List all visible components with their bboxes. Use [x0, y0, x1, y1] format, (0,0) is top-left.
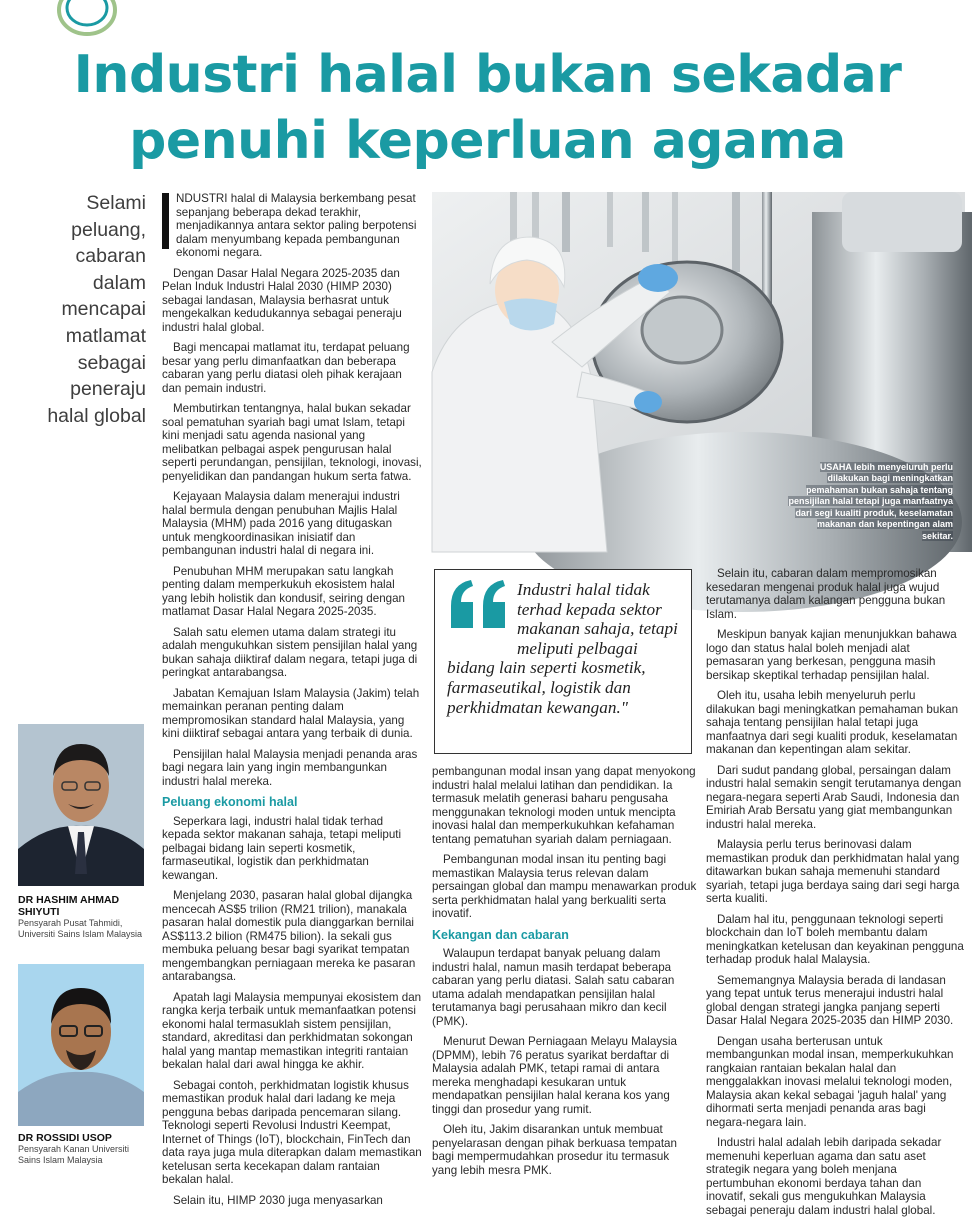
- standfirst-line: sebagai: [77, 351, 146, 374]
- paragraph: Jabatan Kemajuan Islam Malaysia (Jakim) telah memainkan peranan penting dalam mempromosikan standard halal Malaysia, yang kini diiktiraf sebagai antara yang terbaik di dunia.: [162, 686, 420, 740]
- pull-quote-text: [447, 580, 685, 717]
- paragraph: Bagi mencapai matlamat itu, terdapat peluang besar yang perlu dimanfaatkan dan beberapa cabaran yang perlu diatasi oleh pihak kerajaan dan pemain industri.: [162, 341, 410, 395]
- standfirst-line: cabaran: [75, 245, 146, 268]
- author-photo-hashim: [18, 724, 144, 886]
- subheading-kekangan: Kekangan dan cabaran: [432, 927, 569, 942]
- paragraph: Kejayaan Malaysia dalam menerajui industri halal bermula dengan penubuhan Majlis Halal Malaysia (MHM) pada 2016 yang ditugaskan untuk mengkoordinasikan inisiatif dan pembangunan industri halal di negara ini.: [162, 490, 400, 557]
- standfirst-line: mencapai: [61, 298, 146, 321]
- paragraph: Seperkara lagi, industri halal tidak terhad kepada sektor makanan sahaja, tetapi meliputi pelbagai bidang lain seperti kosmetik, farmaseutikal, logistik dan perkhidmatan kewangan.: [162, 814, 402, 882]
- paragraph: Industri halal adalah lebih daripada sekadar memenuhi keperluan agama dan satu aset strategik negara yang boleh menjana pertumbuhan ekonomi berdaya tahan dan inovatif, sekali gus mengukuhkan Malaysia sebagai peneraju dalam industri halal global.: [706, 1136, 942, 1217]
- author-name: DR HASHIM AHMAD SHIYUTI: [18, 894, 120, 918]
- lead-paragraph: [162, 192, 422, 260]
- article-column-2: [432, 765, 697, 1184]
- standfirst-line: peluang,: [71, 218, 146, 241]
- author-name: DR ROSSIDI USOP: [18, 1132, 112, 1144]
- standfirst-line: dalam: [92, 271, 146, 294]
- lab-photo: [432, 192, 965, 552]
- subheading-peluang: Peluang ekonomi halal: [162, 795, 298, 809]
- author-photo-rossidi: [18, 964, 144, 1126]
- paragraph: Dengan Dasar Halal Negara 2025-2035 dan Pelan Induk Industri Halal 2030 (HIMP 2030) sebagai landasan, Malaysia berhasrat untuk mengekalkan kedudukannya sebagai peneraju industri halal global.: [162, 266, 402, 334]
- photo-caption-text: USAHA lebih menyeluruh perlu dilakukan bagi meningkatkan pemahaman bukan sahaja tentang pensijilan halal tetapi juga manfaatnya dari segi kualiti produk, keselamatan makanan dan kepentingan alam sekitar.: [788, 461, 953, 541]
- paragraph: Dengan usaha berterusan untuk membangunkan modal insan, memperkukuhkan rangkaian rantaian bekalan halal dan menggalakkan inovasi melalui teknologi moden, Malaysia akan kekal sebagai 'jaguh halal' yang dihormati serta menjadi penanda aras bagi negara-negara lain.: [706, 1034, 954, 1129]
- paragraph: Meskipun banyak kajian menunjukkan bahawa logo dan status halal boleh menjadi alat pemasaran yang berkesan, pengguna masih bersikap skeptikal terhadap pensijilan halal.: [706, 628, 957, 682]
- paragraph: Oleh itu, usaha lebih menyeluruh perlu dilakukan bagi meningkatkan pemahaman bukan sahaja tentang pensijilan halal tetapi juga manfaatnya dari segi kualiti produk, keselamatan makanan dan kepentingan alam sekitar.: [706, 689, 959, 756]
- photo-caption: [788, 462, 953, 543]
- paragraph: Salah satu elemen utama dalam strategi itu adalah mengukuhkan sistem pensijilan halal yang bukan sahaja diiktiraf dalam negara, tetapi juga di peringkat antarabangsa.: [162, 625, 418, 679]
- author-role: Pensyarah Kanan Universiti Sains Islam Malaysia: [18, 1144, 130, 1165]
- standfirst-line: halal global: [47, 404, 146, 427]
- standfirst-line: Selami: [86, 192, 146, 214]
- paragraph: Oleh itu, Jakim disarankan untuk membuat penyelarasan dengan pihak berkuasa tempatan bagi mempermudahkan prosedur itu termasuk yang lebih mesra PMK.: [432, 1123, 677, 1177]
- paragraph: Malaysia perlu terus berinovasi dalam memastikan produk dan perkhidmatan halal yang ditawarkan bukan sahaja memenuhi standard syariah, tetapi juga berdaya saing dari segi harga serta kualiti.: [706, 838, 960, 905]
- masthead-ornament: [58, 0, 116, 40]
- author-role: Pensyarah Pusat Tahmidi, Universiti Sains Islam Malaysia: [18, 918, 143, 939]
- paragraph: Sememangnya Malaysia berada di landasan yang tepat untuk terus menerajui industri halal global dengan strategi jangka panjang seperti Dasar Halal Negara 2025-2035 dan HIMP 2030.: [706, 973, 954, 1027]
- paragraph: Dari sudut pandang global, persaingan dalam industri halal semakin sengit terutamanya dengan negara-negara seperti Arab Saudi, Indonesia dan Emiriah Arab Bersatu yang giat membangunkan industri halal mereka.: [706, 763, 962, 831]
- standfirst-line: matlamat: [65, 324, 146, 347]
- standfirst-line: peneraju: [70, 378, 146, 401]
- paragraph: Menjelang 2030, pasaran halal global dijangka mencecah AS$5 trilion (RM21 trilion), manakala pasaran halal domestik pula dianggarkan bernilai AS$113.2 bilion (RM475 bilion). Ia sekali gus membuka peluang besar bagi syarikat tempatan mengembangkan perniagaan mereka ke pasaran antarabangsa.: [162, 889, 416, 983]
- paragraph: Pensijilan halal Malaysia menjadi penanda aras bagi negara lain yang ingin membangunkan industri halal mereka.: [162, 747, 418, 788]
- standfirst: [14, 190, 146, 429]
- paragraph: Selain itu, cabaran dalam mempromosikan kesedaran mengenai produk halal juga wujud terutamanya dalam kalangan pengguna bukan Islam.: [706, 567, 946, 621]
- author-bio-rossidi: [18, 1132, 148, 1165]
- paragraph: Dalam hal itu, penggunaan teknologi seperti blockchain dan IoT boleh membantu dalam meningkatkan ketelusan dan keyakinan pengguna terhadap produk halal Malaysia.: [706, 912, 964, 966]
- headline-line-2: penuhi keperluan agama: [129, 111, 846, 171]
- drop-cap-i: [162, 193, 169, 249]
- author-bio-hashim: [18, 894, 148, 939]
- paragraph: Selain itu, HIMP 2030 juga menyasarkan: [173, 1193, 383, 1207]
- pull-quote-body: Industri halal tidak terhad kepada sektor makanan sahaja, tetapi meliputi pelbagai bidang lain seperti kosmetik, farmaseutikal, logistik dan perkhidmatan kewangan.": [447, 580, 678, 717]
- article-column-3: [706, 567, 964, 1224]
- pull-quote-spacer: [447, 580, 517, 640]
- pull-quote-box: [434, 569, 692, 754]
- paragraph: Apatah lagi Malaysia mempunyai ekosistem dan rangka kerja terbaik untuk memanfaatkan potensi ekonomi halal termasuklah sistem pensijilan, standard, akreditasi dan perkhidmatan sokongan halal yang mantap memastikan integriti rantaian bekalan halal dari awal hingga ke akhir.: [162, 990, 422, 1071]
- article-column-1: [162, 192, 422, 1214]
- paragraph: Sebagai contoh, perkhidmatan logistik khusus memastikan produk halal dari ladang ke meja pengguna bebas daripada pencemaran silang. Teknologi seperti Revolusi Industri Keempat, Internet of Things (IoT), blockchain, FinTech dan data raya juga mula diterapkan dalam memastikan ketelusan serta kecekapan dalam rantaian bekalan halal.: [162, 1078, 422, 1186]
- paragraph: Menurut Dewan Perniagaan Melayu Malaysia (DPMM), lebih 76 peratus syarikat berdaftar di Malaysia adalah PMK, tetapi ramai di antara mereka menghadapi kesukaran untuk mendapatkan pensijilan halal kerana kos yang tinggi dan prosedur yang rumit.: [432, 1035, 677, 1116]
- paragraph: Walaupun terdapat banyak peluang dalam industri halal, namun masih terdapat beberapa cabaran yang perlu diatasi. Salah satu cabaran utama adalah mendapatkan pensijilan halal terutamanya bagi perusahaan mikro dan kecil (PMK).: [432, 947, 675, 1028]
- paragraph: Membutirkan tentangnya, halal bukan sekadar soal pematuhan syariah bagi umat Islam, tetapi kini menjadi satu agenda nasional yang melibatkan pelbagai aspek pengurusan halal seperti perundangan, pensijilan, teknologi, inovasi, penyelidikan dan pandangan hukum serta fatwa.: [162, 402, 422, 483]
- paragraph: pembangunan modal insan yang dapat menyokong industri halal melalui latihan dan pendidikan. Ia termasuk melatih generasi baharu pengusaha menggunakan teknologi moden untuk mencipta inovasi halal dan memperkukuhkan kefahaman tentang pematuhan syariah dalam perniagaan.: [432, 765, 696, 846]
- headline-line-1: Industri halal bukan sekadar: [73, 45, 902, 105]
- paragraph: Penubuhan MHM merupakan satu langkah penting dalam memperkukuh ekosistem halal yang lebih holistik dan kondusif, seiring dengan matlamat Dasar Halal Negara 2025-2035.: [162, 564, 405, 618]
- paragraph: Pembangunan modal insan itu penting bagi memastikan Malaysia terus relevan dalam persaingan global dan mampu menawarkan produk serta perkhidmatan halal yang berkualiti serta inovatif.: [432, 853, 697, 920]
- paragraph-text: NDUSTRI halal di Malaysia berkembang pesat sepanjang beberapa dekad terakhir, menjadikannya antara sektor paling berpotensi dalam menyumbang kepada pembangunan ekonomi negara.: [176, 192, 417, 259]
